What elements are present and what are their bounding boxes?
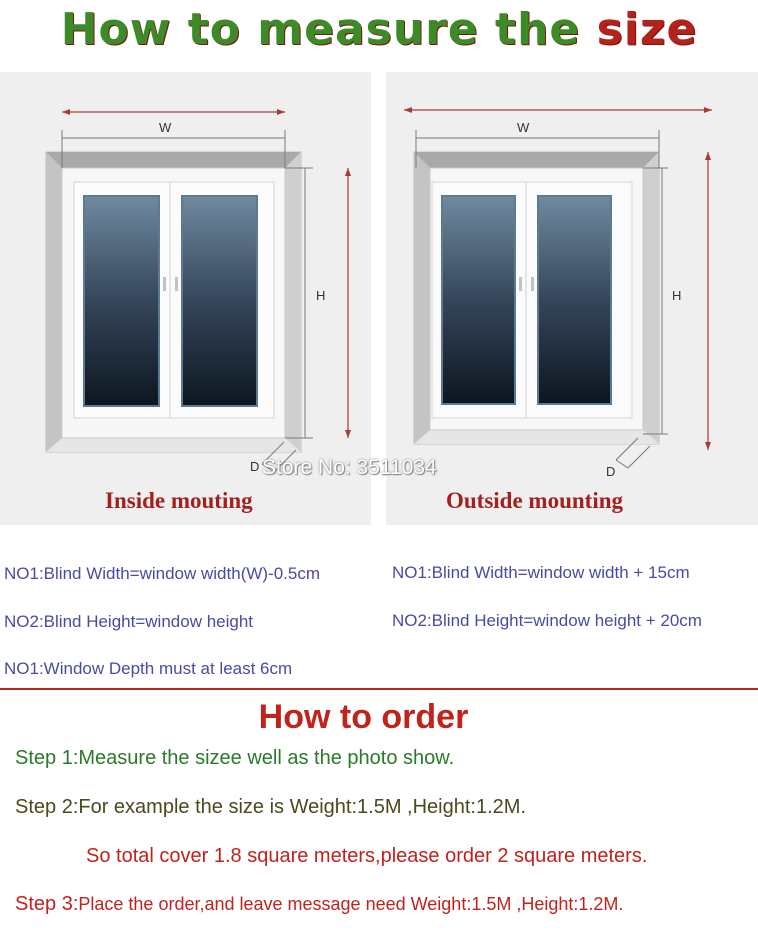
order-section-title: How to order: [258, 698, 469, 736]
height-label: H: [316, 288, 326, 303]
outside-mount-diagram: [386, 72, 758, 525]
title-part-1: How to measure the: [60, 4, 597, 55]
height-label: H: [672, 288, 682, 303]
outside-note-height: NO2:Blind Height=window height + 20cm: [392, 611, 702, 630]
step-3-label: Step 3:: [15, 893, 79, 915]
step-2: Step 2:For example the size is Weight:1.5M ,Height:1.2M.: [15, 796, 526, 818]
section-divider: [0, 688, 758, 690]
step-3: [15, 893, 623, 916]
store-watermark: Store No: 3511034: [262, 456, 437, 479]
inside-note-depth: NO1:Window Depth must at least 6cm: [4, 659, 293, 678]
title-part-2: size: [596, 4, 698, 55]
step-3-text: Place the order,and leave message need Weight:1.5M ,Height:1.2M.: [78, 894, 624, 914]
width-label: W: [159, 120, 172, 135]
inside-note-height: NO2:Blind Height=window height: [4, 612, 254, 631]
width-label: W: [517, 120, 530, 135]
inside-mount-caption: Inside mouting: [105, 488, 253, 513]
depth-label: D: [606, 464, 616, 479]
step-1: Step 1:Measure the sizee well as the photo show.: [15, 747, 455, 769]
outside-mount-window-illustration: [386, 72, 758, 525]
depth-label: D: [250, 459, 260, 474]
outside-mount-caption: Outside mounting: [446, 488, 624, 513]
inside-note-width: NO1:Blind Width=window width(W)-0.5cm: [4, 564, 321, 583]
outside-note-width: NO1:Blind Width=window width + 15cm: [392, 563, 690, 582]
page-title: [0, 4, 758, 55]
step-2-note: So total cover 1.8 square meters,please order 2 square meters.: [86, 845, 648, 867]
